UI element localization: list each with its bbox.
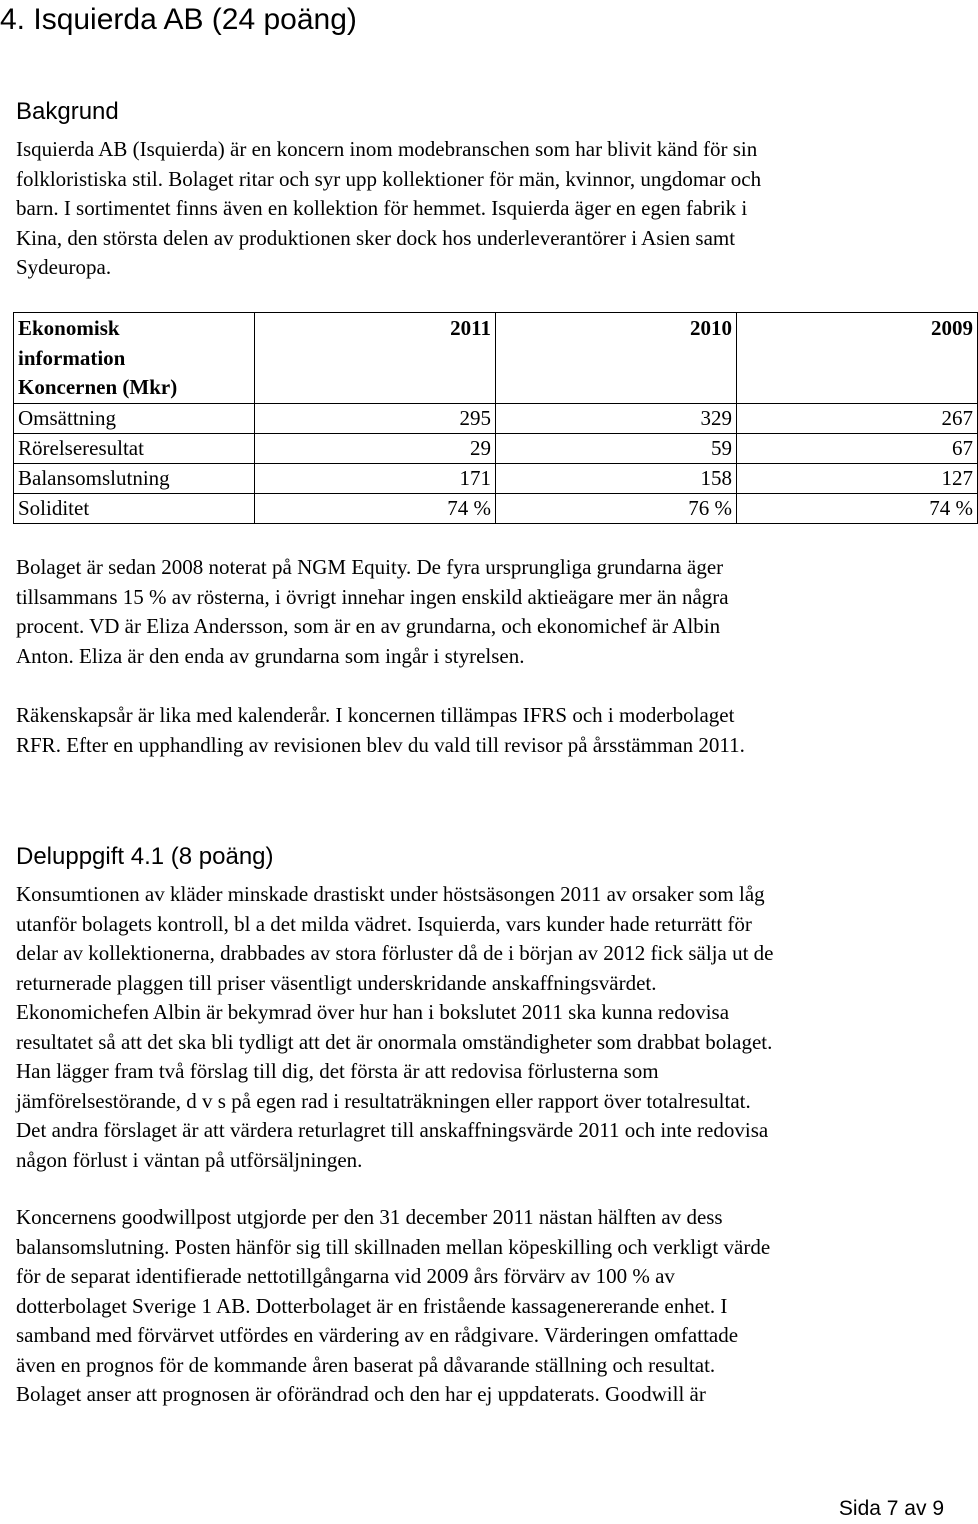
text-line: Det andra förslaget är att värdera returlagret till anskaffningsvärde 2011 och inte redovisa	[16, 1118, 769, 1142]
text-line: Kina, den största delen av produktionen sker dock hos underleverantörer i Asien samt	[16, 225, 736, 250]
header-label-line: information	[18, 345, 126, 370]
text-line: Sydeuropa.	[16, 255, 112, 279]
text-line: folkloristiska stil. Bolaget ritar och syr upp kollektioner för män, kvinnor, ungdomar och	[16, 166, 762, 191]
row-label: Soliditet	[14, 493, 255, 523]
text-line: Bolaget anser att prognosen är oförändrad och den har ej uppdaterats. Goodwill är	[16, 1382, 706, 1406]
row-label: Rörelseresultat	[14, 433, 255, 463]
table-row	[14, 433, 978, 463]
cell-value: 29	[255, 433, 496, 463]
text-line: Bolaget är sedan 2008 noterat på NGM Equity. De fyra ursprungliga grundarna äger	[16, 555, 724, 579]
text-line: procent. VD är Eliza Andersson, som är en av grundarna, och ekonomichef är Albin	[16, 614, 721, 638]
year-header: 2010	[496, 313, 737, 404]
table-header-row	[14, 313, 978, 404]
text-line: Koncernens goodwillpost utgjorde per den 31 december 2011 nästan hälften av dess	[16, 1205, 723, 1229]
accounting-paragraph	[16, 701, 745, 760]
section-heading: 4. Isquierda AB (24 poäng)	[0, 3, 357, 36]
cell-value: 74 %	[255, 493, 496, 523]
text-line: samband med förvärvet utfördes en värdering av en rådgivare. Värderingen omfattade	[16, 1323, 739, 1347]
text-line: dotterbolaget Sverige 1 AB. Dotterbolaget är en fristående kassagenererande enhet. I	[16, 1293, 728, 1318]
row-label: Omsättning	[14, 403, 255, 433]
text-line: Räkenskapsår är lika med kalenderår. I koncernen tillämpas IFRS och i moderbolaget	[16, 703, 735, 727]
page-number: Sida 7 av 9	[838, 1497, 944, 1520]
year-header: 2011	[255, 313, 496, 404]
header-label-line: Koncernen (Mkr)	[18, 375, 178, 399]
cell-value: 329	[496, 403, 737, 433]
cell-value: 74 %	[737, 493, 978, 523]
text-line: någon förlust i väntan på utförsäljningen.	[16, 1147, 363, 1172]
cell-value: 67	[737, 433, 978, 463]
cell-value: 158	[496, 463, 737, 493]
cell-value: 76 %	[496, 493, 737, 523]
table-row	[14, 493, 978, 523]
text-line: balansomslutning. Posten hänför sig till skillnaden mellan köpeskilling och verkligt värde	[16, 1234, 771, 1259]
subtask-paragraph-1	[16, 880, 773, 1175]
cell-value: 127	[737, 463, 978, 493]
subtask-paragraph-2	[16, 1203, 770, 1410]
table-header-label	[14, 313, 255, 404]
header-label-line: Ekonomisk	[18, 316, 120, 340]
text-line: utanför bolagets kontroll, bl a det milda vädret. Isquierda, vars kunder hade returrätt för	[16, 911, 752, 936]
cell-value: 171	[255, 463, 496, 493]
ownership-paragraph	[16, 553, 729, 671]
row-label: Balansomslutning	[14, 463, 255, 493]
table-row	[14, 403, 978, 433]
year-header: 2009	[737, 313, 978, 404]
background-title: Bakgrund	[16, 98, 119, 125]
background-paragraph	[16, 135, 761, 283]
text-line: resultatet så att det ska bli tydligt att det är onormala omständigheter som drabbat bolaget.	[16, 1029, 773, 1054]
cell-value: 295	[255, 403, 496, 433]
text-line: Isquierda AB (Isquierda) är en koncern inom modebranschen som har blivit känd för sin	[16, 137, 758, 161]
subtask-title: Deluppgift 4.1 (8 poäng)	[16, 843, 274, 870]
cell-value: 267	[737, 403, 978, 433]
text-line: delar av kollektionerna, drabbades av stora förluster då de i början av 2012 fick sälja ut de	[16, 941, 774, 965]
text-line: även en prognos för de kommande åren baserat på dåvarande ställning och resultat.	[16, 1352, 716, 1377]
text-line: RFR. Efter en upphandling av revisionen blev du vald till revisor på årsstämman 2011.	[16, 732, 745, 757]
text-line: Konsumtionen av kläder minskade drastiskt under höstsäsongen 2011 av orsaker som låg	[16, 882, 765, 906]
table-row	[14, 463, 978, 493]
text-line: Ekonomichefen Albin är bekymrad över hur han i bokslutet 2011 ska kunna redovisa	[16, 1000, 730, 1024]
financial-info-table	[13, 312, 978, 524]
text-line: för de separat identifierade nettotillgångarna vid 2009 års förvärv av 100 % av	[16, 1264, 675, 1288]
text-line: tillsammans 15 % av rösterna, i övrigt innehar ingen enskild aktieägare mer än några	[16, 584, 729, 609]
cell-value: 59	[496, 433, 737, 463]
text-line: barn. I sortimentet finns även en kollektion för hemmet. Isquierda äger en egen fabrik i	[16, 196, 748, 220]
text-line: Han lägger fram två förslag till dig, det första är att redovisa förlusterna som	[16, 1059, 659, 1083]
text-line: Anton. Eliza är den enda av grundarna som ingår i styrelsen.	[16, 643, 525, 668]
text-line: returnerade plaggen till priser väsentligt underskridande anskaffningsvärdet.	[16, 970, 657, 995]
text-line: jämförelsestörande, d v s på egen rad i resultaträkningen eller rapport över totalresultat.	[16, 1088, 751, 1113]
